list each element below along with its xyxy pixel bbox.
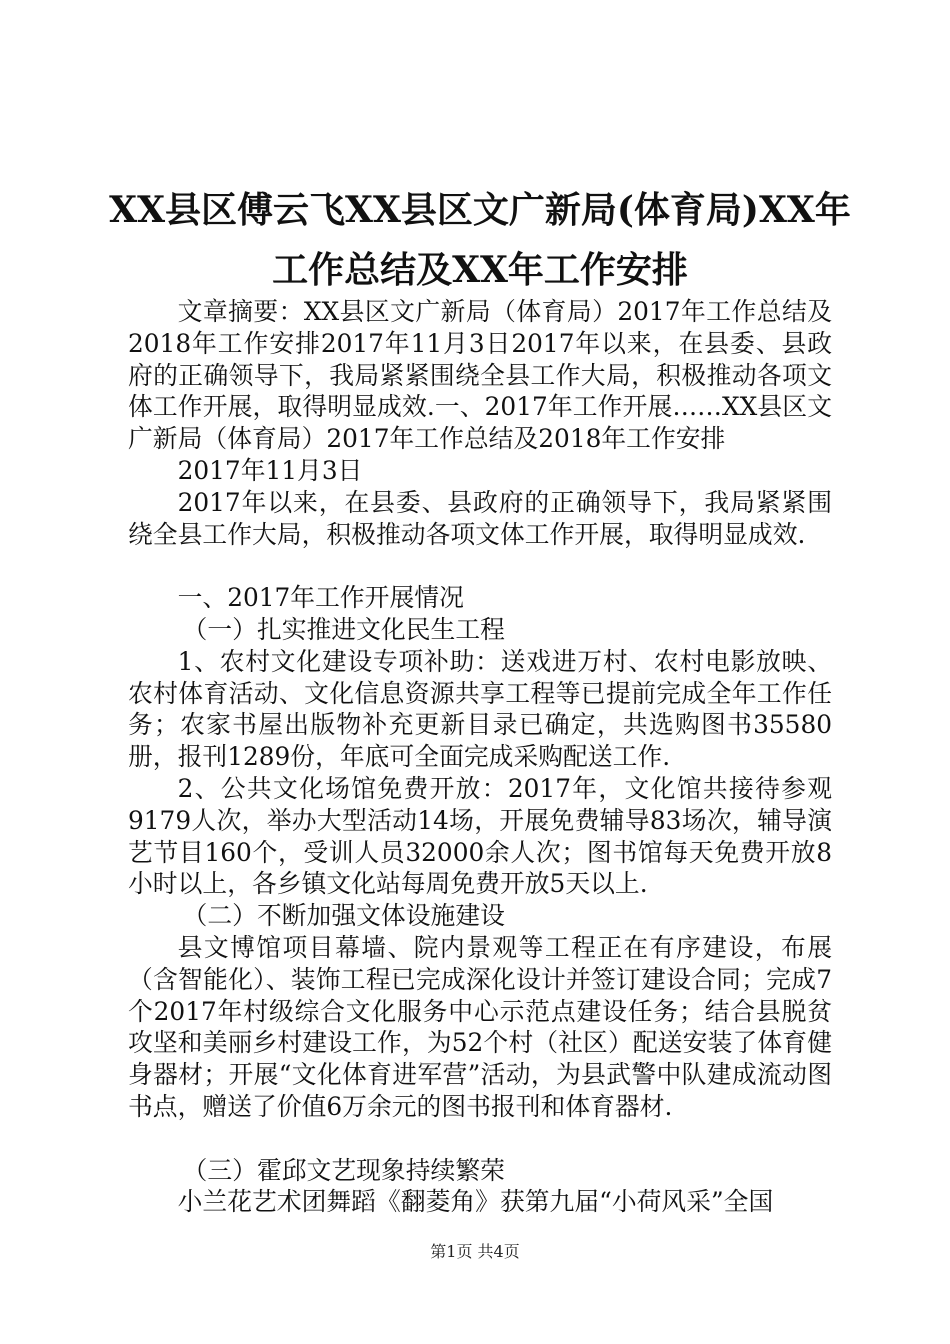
document-title-line-1: XX县区傅云飞XX县区文广新局(体育局)XX年 — [109, 189, 851, 231]
subsection-heading-2: （二）不断加强文体设施建设 — [182, 901, 505, 931]
intro-paragraph: 2017年以来，在县委、县政府的正确领导下，我局紧紧围绕全县工作大局，积极推动各项文体工作开展，取得明显成效. — [128, 487, 832, 549]
date-line: 2017年11月3日 — [177, 455, 363, 485]
page-footer: 第1页 共4页 — [430, 1242, 520, 1261]
section-heading-1: 一、2017年工作开展情况 — [177, 583, 464, 613]
document-title-line-2: 工作总结及XX年工作安排 — [272, 249, 688, 291]
arts-paragraph: 小兰花艺术团舞蹈《翻菱角》获第九届“小荷风采”全国 — [177, 1187, 774, 1217]
item-paragraph-1: 1、农村文化建设专项补助：送戏进万村、农村电影放映、农村体育活动、文化信息资源共享工程等已提前完成全年工作任务；农家书屋出版物补充更新目录已确定，共选购图书35580册，报刊1289份，年底可全面完成采购配送工作. — [128, 646, 832, 772]
item-paragraph-2: 2、公共文化场馆免费开放：2017年，文化馆共接待参观9179人次，举办大型活动14场，开展免费辅导83场次，辅导演艺节目160个，受训人员32000余人次；图书馆每天免费开放8小时以上，各乡镇文化站每周免费开放5天以上. — [128, 773, 832, 899]
paragraph-spacer — [128, 1123, 832, 1155]
subsection-heading-3: （三）霍邱文艺现象持续繁荣 — [182, 1155, 505, 1185]
abstract-paragraph: 文章摘要：XX县区文广新局（体育局）2017年工作总结及2018年工作安排2017年11月3日2017年以来，在县委、县政府的正确领导下，我局紧紧围绕全县工作大局，积极推动各项文体工作开展，取得明显成效.一、2017年工作开展……XX县区文广新局（体育局）2017年工作总结及2018年工作安排 — [128, 297, 832, 454]
document-body — [128, 296, 832, 1218]
paragraph-spacer — [128, 550, 832, 582]
facilities-paragraph: 县文博馆项目幕墙、院内景观等工程正在有序建设，布展（含智能化）、装饰工程已完成深化设计并签订建设合同；完成7个2017年村级综合文化服务中心示范点建设任务；结合县脱贫攻坚和美丽乡村建设工作，为52个村（社区）配送安装了体育健身器材；开展“文化体育进军营”活动，为县武警中队建成流动图书点，赠送了价值6万余元的图书报刊和体育器材. — [128, 932, 832, 1121]
subsection-heading-1: （一）扎实推进文化民生工程 — [182, 614, 505, 644]
